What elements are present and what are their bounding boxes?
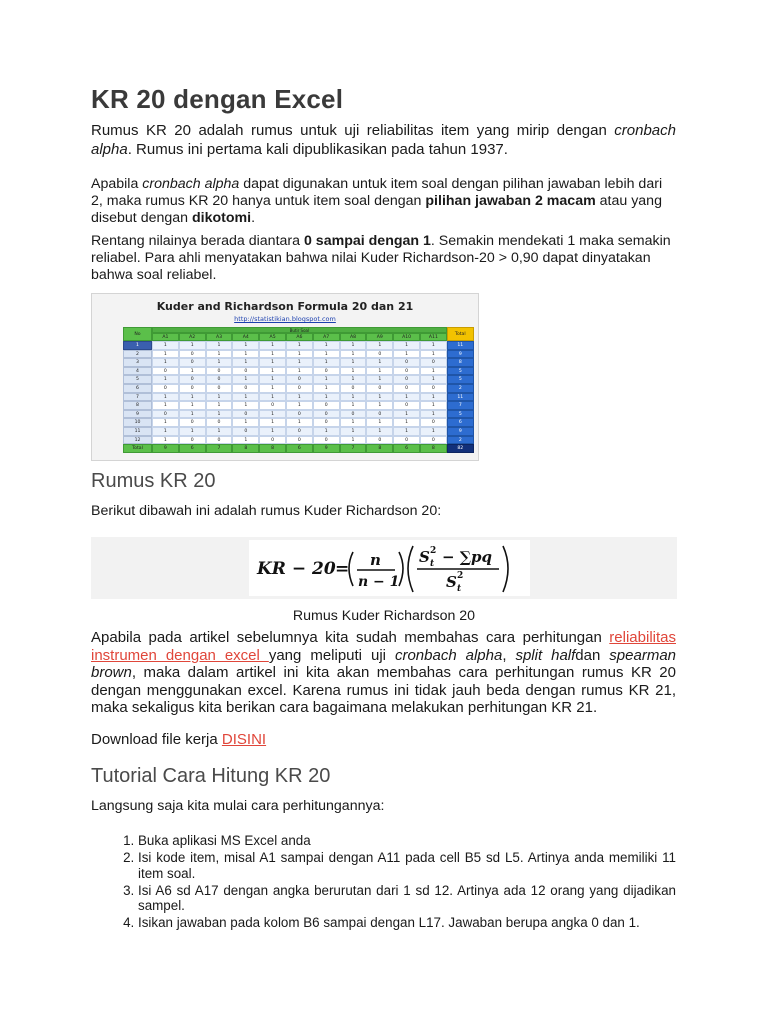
rumus-body-paragraph [91,629,676,717]
sheet-cell: 1 [259,350,286,359]
sheet-cell: 1 [420,350,447,359]
tutorial-lead: Langsung saja kita mulai cara perhitungannya: [91,798,385,814]
sheet-cell: 0 [259,401,286,410]
italic-text: cronbach alpha [91,122,676,158]
text-run: , maka dalam artikel ini kita akan membahas cara perhitungan rumus KR 20 dengan menggunakan excel. Karena rumus ini tidak jauh beda dengan rumus KR 21, maka sekaligus kita berikan cara bagaimana melakukan perhitungan KR 21. [91,664,676,716]
sheet-cell: 0 [366,350,393,359]
sheet-cell: 0 [393,358,420,367]
sheet-cell: 0 [393,384,420,393]
sheet-item-header: A2 [179,333,206,341]
sheet-cell: 1 [366,375,393,384]
sheet-cell: 0 [206,384,233,393]
sheet-cell: 1 [393,350,420,359]
kr20-formula-svg [249,540,530,596]
text-run: . Rumus ini pertama kali dipublikasikan pada tahun 1937. [127,141,508,158]
sheet-cell: 1 [340,350,367,359]
sheet-cell: 1 [232,358,259,367]
sheet-cell: 1 [232,393,259,402]
kr20-spreadsheet-image [91,293,479,461]
sheet-cell: 0 [179,418,206,427]
sheet-row-total: 2 [447,384,474,393]
sheet-cell: 1 [259,384,286,393]
sheet-grid [123,327,475,455]
sheet-footer-cell: 9 [152,444,179,453]
download-line [91,731,676,748]
sheet-cell: 1 [152,341,179,350]
italic-text: cronbach alpha [142,176,240,192]
sheet-item-header: A8 [340,333,367,341]
sheet-cell: 0 [179,436,206,445]
sheet-cell: 1 [393,418,420,427]
sheet-cell: 1 [179,367,206,376]
intro-paragraph-2 [91,176,676,227]
sheet-cell: 1 [206,350,233,359]
sheet-cell: 0 [286,384,313,393]
sheet-cell: 1 [259,427,286,436]
formula-s-top-sub: t [430,559,435,569]
sheet-cell: 0 [340,384,367,393]
sheet-cell: 0 [420,436,447,445]
sheet-cell: 0 [420,384,447,393]
sheet-cell: 1 [179,427,206,436]
formula-minus-sum: − ∑ [442,548,472,566]
sheet-cell: 0 [259,436,286,445]
sheet-cell: 0 [232,410,259,419]
formula-s-top: S [419,548,430,566]
sheet-cell: 1 [152,393,179,402]
sheet-item-header: A5 [259,333,286,341]
sheet-cell: 0 [340,410,367,419]
sheet-cell: 0 [206,375,233,384]
text-run: yang meliputi uji [268,646,395,664]
sheet-cell: 1 [313,427,340,436]
sheet-cell: 0 [286,427,313,436]
sheet-item-header: A4 [232,333,259,341]
sheet-cell: 1 [152,436,179,445]
sheet-cell: 1 [420,410,447,419]
sheet-cell: 1 [232,375,259,384]
sheet-cell: 1 [232,436,259,445]
sheet-cell: 0 [232,427,259,436]
sheet-footer-cell: 8 [259,444,286,453]
formula-n-den: n − 1 [358,574,400,590]
text-run: atau yang disebut dengan [91,193,662,226]
sheet-cell: 1 [259,375,286,384]
tutorial-step: 1. Buka aplikasi MS Excel anda [138,833,676,849]
sheet-footer-cell: 8 [232,444,259,453]
intro-paragraph-1 [91,121,676,159]
sheet-row-number: 4 [123,367,152,376]
sheet-cell: 0 [366,384,393,393]
sheet-cell: 1 [152,401,179,410]
sheet-cell: 1 [366,367,393,376]
sheet-row-total: 5 [447,410,474,419]
sheet-row-total: 11 [447,341,474,350]
sheet-grand-total: 82 [447,444,474,453]
formula-eq: = [335,559,350,579]
sheet-cell: 1 [286,341,313,350]
sheet-row-number: 10 [123,418,152,427]
sheet-row-number: 1 [123,341,152,350]
sheet-url: http://statistikian.blogspot.com [234,315,336,323]
sheet-cell: 1 [420,401,447,410]
text-run: . Semakin mendekati 1 maka semakin reliabel. Para ahli menyatakan bahwa nilai Kuder Richardson-20 > 0,90 dapat dinyatakan bahwa soal reliabel. [91,233,671,283]
sheet-cell: 1 [179,341,206,350]
sheet-cell: 1 [366,401,393,410]
formula-s-bottom-sup: 2 [457,571,464,581]
download-link[interactable]: DISINI [221,731,267,748]
sheet-item-header: A7 [313,333,340,341]
sheet-row-total: 7 [447,401,474,410]
italic-text: split half [515,646,576,664]
sheet-row-number: 3 [123,358,152,367]
sheet-cell: 1 [340,418,367,427]
text-run: Rumus KR 20 adalah rumus untuk uji reliabilitas item yang mirip dengan [91,122,615,139]
tutorial-step: 2. Isi kode item, misal A1 sampai dengan A11 pada cell B5 sd L5. Artinya anda memiliki 11 item soal. [138,850,676,881]
sheet-row-total: 9 [447,427,474,436]
sheet-cell: 0 [232,367,259,376]
sheet-cell: 0 [366,410,393,419]
sheet-cell: 0 [393,367,420,376]
sheet-cell: 1 [206,427,233,436]
sheet-cell: 1 [313,358,340,367]
sheet-row-number: 11 [123,427,152,436]
sheet-cell: 1 [259,367,286,376]
sheet-cell: 1 [232,401,259,410]
sheet-cell: 1 [366,341,393,350]
sheet-cell: 1 [206,341,233,350]
sheet-cell: 0 [152,367,179,376]
sheet-cell: 1 [232,341,259,350]
text-run: Apabila pada artikel sebelumnya kita sudah membahas cara perhitungan [91,629,610,646]
sheet-cell: 0 [420,358,447,367]
sheet-cell: 0 [420,418,447,427]
sheet-row-number: 9 [123,410,152,419]
sheet-cell: 1 [206,410,233,419]
formula-pq: pq [471,548,492,566]
bold-text: dikotomi [191,210,252,226]
bold-text: 0 sampai dengan 1 [303,233,431,249]
sheet-title: Kuder and Richardson Formula 20 dan 21 [156,300,414,313]
sheet-cell: 1 [340,401,367,410]
sheet-cell: 0 [206,418,233,427]
sheet-cell: 0 [313,436,340,445]
sheet-cell: 1 [313,384,340,393]
sheet-cell: 1 [179,393,206,402]
sheet-item-header: A6 [286,333,313,341]
sheet-cell: 1 [340,375,367,384]
sheet-cell: 0 [393,436,420,445]
sheet-item-header: A1 [152,333,179,341]
page-title: KR 20 dengan Excel [91,84,344,114]
section-heading-tutorial: Tutorial Cara Hitung KR 20 [91,765,331,787]
sheet-item-header: A11 [420,333,447,341]
kr20-formula [249,540,530,596]
tutorial-step: 4. Isikan jawaban pada kolom B6 sampai dengan L17. Jawaban berupa angka 0 dan 1. [138,915,676,931]
sheet-cell: 1 [259,358,286,367]
sheet-item-header: A10 [393,333,420,341]
sheet-row-number: 12 [123,436,152,445]
sheet-cell: 1 [286,393,313,402]
sheet-cell: 1 [393,393,420,402]
tutorial-steps-list [91,833,676,932]
sheet-cell: 1 [340,427,367,436]
text-run: . [251,210,256,226]
sheet-cell: 0 [366,436,393,445]
sheet-cell: 1 [259,418,286,427]
sheet-row-total: 11 [447,393,474,402]
sheet-cell: 1 [366,427,393,436]
sheet-cell: 1 [393,427,420,436]
italic-text: cronbach alpha [394,646,503,664]
sheet-cell: 0 [393,375,420,384]
sheet-cell: 1 [340,436,367,445]
download-text: Download file kerja [91,731,222,748]
sheet-cell: 0 [179,350,206,359]
sheet-cell: 1 [152,358,179,367]
text-run: dan [575,646,610,664]
sheet-cell: 1 [340,358,367,367]
sheet-row-total: 6 [447,418,474,427]
sheet-cell: 1 [286,358,313,367]
sheet-total-header: Total [447,327,474,341]
text-run: Apabila [91,176,143,192]
sheet-row-number: 5 [123,375,152,384]
sheet-cell: 1 [152,427,179,436]
sheet-cell: 1 [232,418,259,427]
formula-s-bottom: S [446,573,457,591]
sheet-cell: 1 [366,418,393,427]
text-run: dapat digunakan untuk item soal dengan pilihan jawaban lebih dari 2, maka rumus KR 20 hanya untuk item soal dengan [91,176,663,209]
sheet-cell: 0 [313,410,340,419]
sheet-cell: 0 [286,375,313,384]
sheet-footer-cell: 6 [286,444,313,453]
rumus-lead: Berikut dibawah ini adalah rumus Kuder Richardson 20: [91,503,442,519]
sheet-cell: 1 [179,410,206,419]
formula-caption: Rumus Kuder Richardson 20 [292,608,476,624]
sheet-cell: 1 [179,401,206,410]
sheet-row-number: 8 [123,401,152,410]
sheet-cell: 1 [152,350,179,359]
sheet-cell: 1 [259,410,286,419]
sheet-cell: 0 [313,367,340,376]
sheet-row-number: 6 [123,384,152,393]
sheet-footer-cell: 6 [393,444,420,453]
sheet-cell: 0 [313,418,340,427]
sheet-cell: 1 [259,341,286,350]
sheet-cell: 0 [179,384,206,393]
sheet-cell: 1 [232,350,259,359]
sheet-row-number: 7 [123,393,152,402]
section-heading-rumus: Rumus KR 20 [91,470,216,492]
sheet-cell: 0 [393,401,420,410]
sheet-cell: 0 [152,384,179,393]
sheet-cell: 1 [286,350,313,359]
formula-s-top-sup: 2 [430,546,437,556]
sheet-cell: 1 [259,393,286,402]
sheet-cell: 1 [420,427,447,436]
sheet-cell: 1 [420,393,447,402]
sheet-row-total: 9 [447,350,474,359]
tutorial-step: 3. Isi A6 sd A17 dengan angka berurutan dari 1 sd 12. Artinya ada 12 orang yang dijadikan sampel. [138,883,676,914]
sheet-no-header: No [123,327,152,341]
formula-s-bottom-sub: t [457,584,462,594]
sheet-cell: 1 [286,401,313,410]
sheet-cell: 1 [340,393,367,402]
sheet-item-header: A9 [366,333,393,341]
sheet-cell: 0 [286,436,313,445]
sheet-cell: 1 [152,375,179,384]
sheet-cell: 1 [152,418,179,427]
sheet-cell: 1 [286,367,313,376]
sheet-cell: 1 [206,401,233,410]
sheet-cell: 1 [366,393,393,402]
sheet-cell: 1 [366,358,393,367]
sheet-row-total: 8 [447,358,474,367]
sheet-cell: 0 [179,358,206,367]
sheet-row-number: 2 [123,350,152,359]
sheet-cell: 0 [179,375,206,384]
sheet-cell: 1 [420,375,447,384]
text-run: Rentang nilainya berada diantara [91,233,304,249]
sheet-footer-cell: 7 [340,444,367,453]
sheet-footer-cell: 6 [179,444,206,453]
sheet-cell: 0 [232,384,259,393]
sheet-row-total: 2 [447,436,474,445]
sheet-cell: 0 [206,436,233,445]
sheet-cell: 0 [313,401,340,410]
sheet-item-header: A3 [206,333,233,341]
sheet-cell: 1 [340,367,367,376]
sheet-band-header: Butir Soal [152,327,447,333]
sheet-cell: 0 [206,367,233,376]
sheet-cell: 1 [206,358,233,367]
inline-link[interactable]: reliabilitas instrumen dengan excel [91,629,676,664]
sheet-footer-cell: 7 [206,444,233,453]
sheet-cell: 1 [313,393,340,402]
italic-text: spearman brown [91,646,676,681]
sheet-cell: 1 [393,341,420,350]
sheet-footer-cell: 8 [420,444,447,453]
sheet-cell: 1 [420,341,447,350]
sheet-cell: 1 [420,367,447,376]
sheet-row-total: 5 [447,367,474,376]
bold-text: pilihan jawaban 2 macam [425,193,596,209]
sheet-cell: 0 [152,410,179,419]
sheet-cell: 1 [313,350,340,359]
sheet-row-total: 5 [447,375,474,384]
sheet-cell: 1 [313,375,340,384]
sheet-cell: 1 [286,418,313,427]
sheet-footer-cell: 8 [366,444,393,453]
sheet-cell: 1 [206,393,233,402]
sheet-cell: 1 [340,341,367,350]
sheet-cell: 0 [286,410,313,419]
sheet-cell: 1 [313,341,340,350]
sheet-footer-cell: 9 [313,444,340,453]
sheet-cell: 1 [393,410,420,419]
formula-n-num: n [370,551,381,569]
text-run: , [502,646,516,664]
formula-lhs: KR − 20 [257,559,336,579]
sheet-footer-label: Total [123,444,152,453]
intro-paragraph-3 [91,233,676,284]
